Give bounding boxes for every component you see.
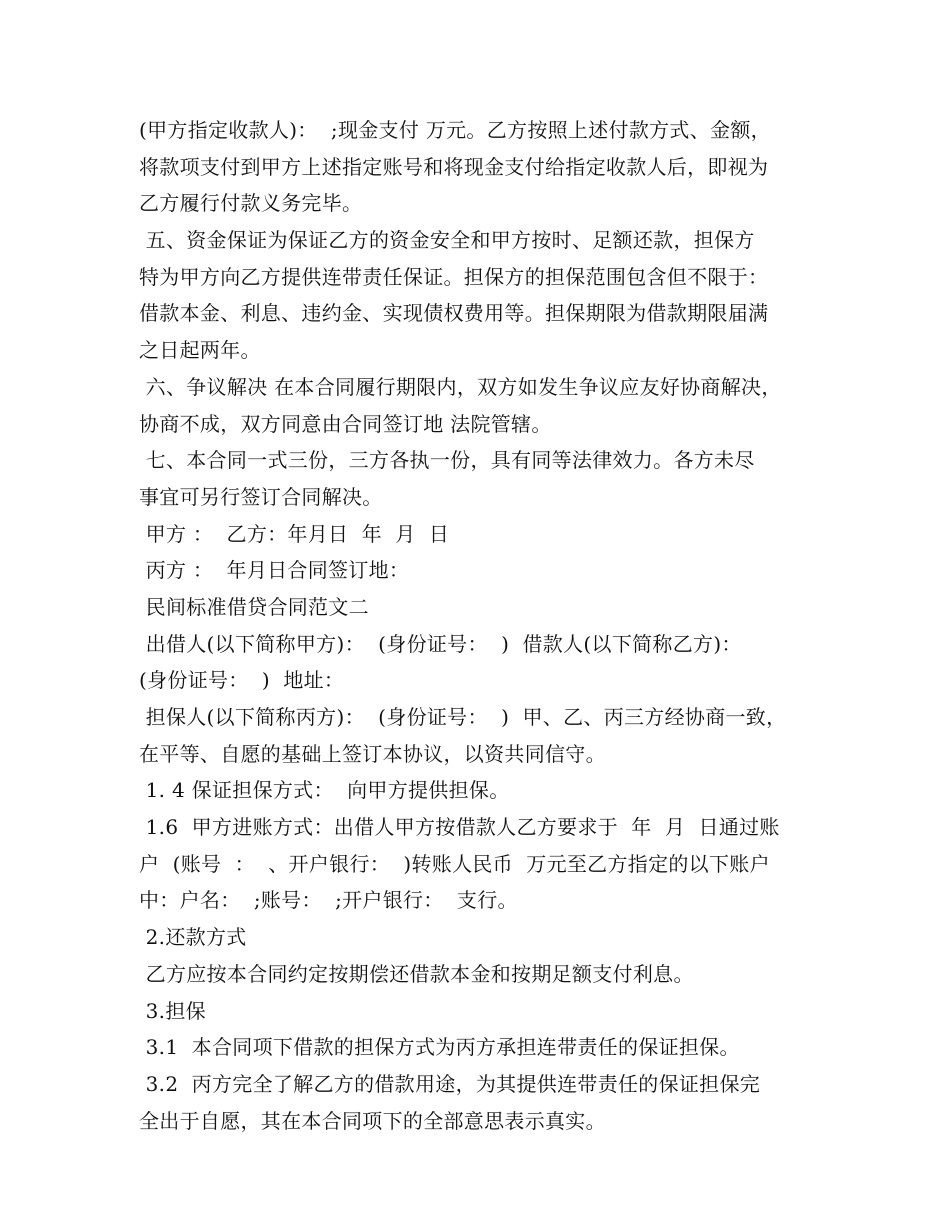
- text-line: 中：户名： ;账号： ;开户银行： 支行。: [139, 888, 518, 913]
- text-line: 之日起两年。: [139, 338, 261, 363]
- text-line: 全出于自愿，其在本合同项下的全部意思表示真实。: [139, 1108, 606, 1133]
- text-line: 3.1 本合同项下借款的担保方式为丙方承担连带责任的保证担保。: [139, 1035, 740, 1060]
- text-line: 担保人(以下简称丙方)： (身份证号： ) 甲、乙、丙三方经协商一致，: [139, 705, 787, 729]
- text-line: 3.2 丙方完全了解乙方的借款用途，为其提供连带责任的保证担保完: [139, 1071, 761, 1096]
- text-line: 协商不成，双方同意由合同签订地 法院管辖。: [139, 411, 552, 436]
- text-line: 将款项支付到甲方上述指定账号和将现金支付给指定收款人后，即视为: [139, 154, 769, 179]
- text-line: 特为甲方向乙方提供连带责任保证。担保方的担保范围包含但不限于：: [139, 264, 769, 289]
- text-line: (身份证号： ) 地址：: [139, 668, 345, 693]
- text-line: 乙方履行付款义务完毕。: [139, 191, 363, 216]
- clause-heading: 2.还款方式: [139, 925, 247, 950]
- text-line: 丙方 ： 年月日合同签订地：: [139, 558, 410, 583]
- document-body: [139, 112, 829, 1139]
- text-line: (甲方指定收款人)： ;现金支付 万元。乙方按照上述付款方式、金额，: [139, 118, 771, 142]
- text-line: 七、本合同一式三份，三方各执一份，具有同等法律效力。各方未尽: [139, 448, 755, 473]
- text-line: 六、争议解决 在本合同履行期限内，双方如发生争议应友好协商解决，: [139, 374, 782, 399]
- text-line: 乙方应按本合同约定按期偿还借款本金和按期足额支付利息。: [139, 961, 694, 986]
- text-line: 在平等、自愿的基础上签订本协议，以资共同信守。: [139, 741, 606, 766]
- text-line: 1.6 甲方进账方式：出借人甲方按借款人乙方要求于 年 月 日通过账: [139, 815, 780, 840]
- clause-heading: 3.担保: [139, 998, 206, 1023]
- section-title: 民间标准借贷合同范文二: [139, 594, 369, 619]
- text-line: 五、资金保证为保证乙方的资金安全和甲方按时、足额还款，担保方: [139, 228, 755, 253]
- text-line: 1. 4 保证担保方式： 向甲方提供担保。: [139, 778, 510, 803]
- text-line: 甲方 ： 乙方：年月日 年 月 日: [139, 521, 450, 546]
- text-line: 借款本金、利息、违约金、实现债权费用等。担保期限为借款期限届满: [139, 301, 769, 326]
- text-line: 出借人(以下简称甲方)： (身份证号： ) 借款人(以下简称乙方)：: [139, 631, 742, 656]
- text-line: 事宜可另行签订合同解决。: [139, 484, 383, 509]
- text-line: 户 (账号 ： 、开户银行： )转账人民币 万元至乙方指定的以下账户: [139, 851, 770, 876]
